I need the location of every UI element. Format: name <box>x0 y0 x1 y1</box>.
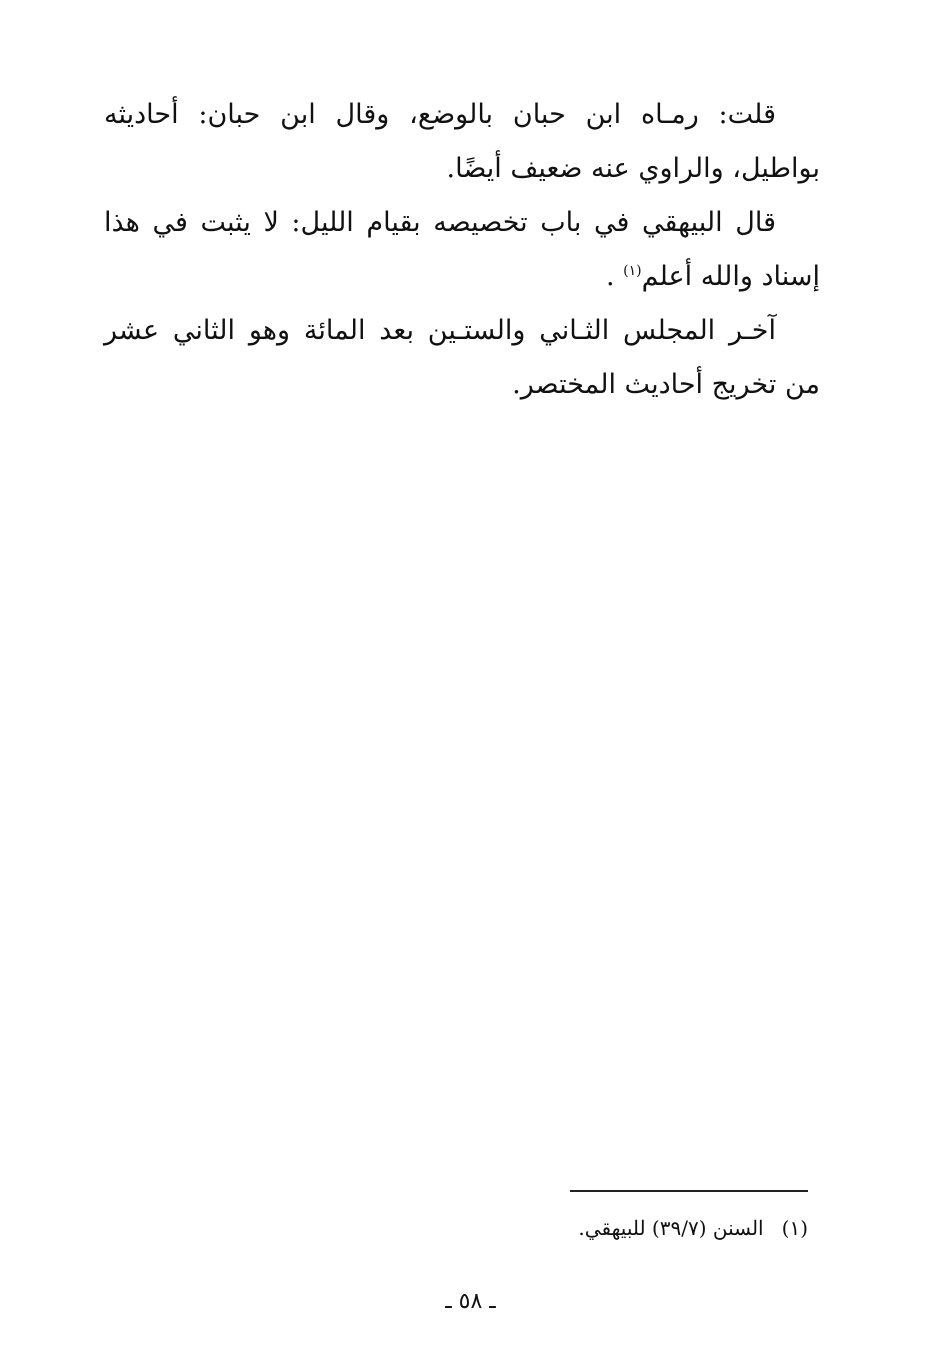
footnote <box>104 1211 808 1245</box>
paragraph-2 <box>104 196 820 304</box>
page-number: ـ ٥٨ ـ <box>445 1289 496 1314</box>
footnote-reference[interactable]: (١) <box>623 263 642 279</box>
footnote-text: السنن (٣٩/٧) للبيهقي. <box>578 1216 764 1240</box>
paragraph-3: آخـر المجلس الثـاني والستـين بعد المائة وهو الثاني عشر من تخريج أحاديث المختصر. <box>104 315 820 400</box>
main-text <box>104 88 820 412</box>
footnote-separator <box>570 1190 808 1192</box>
footnote-number: (١) <box>781 1216 808 1240</box>
paragraph-1: قلت: رمـاه ابن حبان بالوضع، وقال ابن حبان: أحاديثه بواطيل، والراوي عنه ضعيف أيضًا. <box>104 99 820 184</box>
paragraph-2-text: قال البيهقي في باب تخصيصه بقيام الليل: لا يثبت في هذا إسناد والله أعلم <box>104 207 820 292</box>
paragraph-2-end: . <box>605 261 624 292</box>
